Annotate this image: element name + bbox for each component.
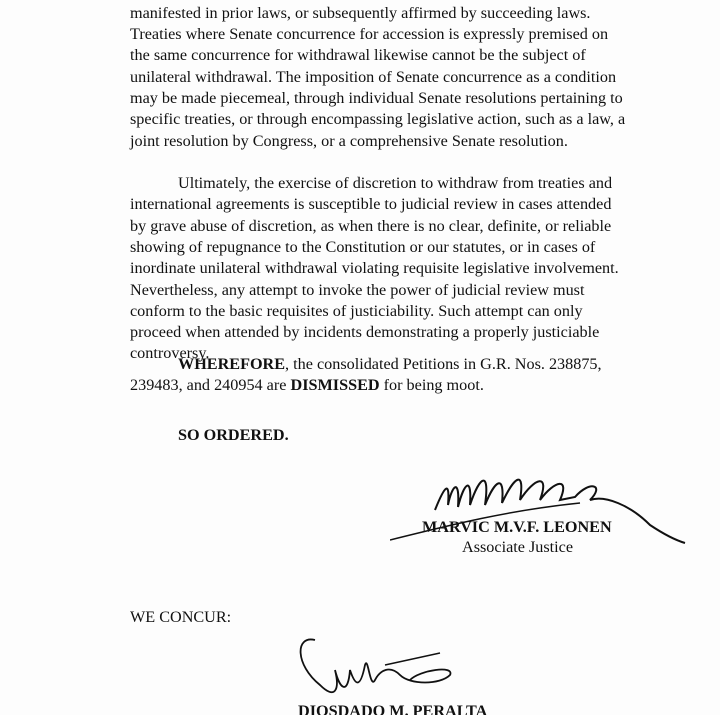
text-line: joint resolution by Congress, or a comprehensive Senate resolution. bbox=[130, 132, 568, 150]
text-line: specific treaties, or through encompassing legislative action, such as a law, a bbox=[130, 110, 626, 128]
text-line: international agreements is susceptible to judicial review in cases attended bbox=[130, 195, 612, 213]
ponente-title: Associate Justice bbox=[462, 538, 574, 556]
text-line: controversy. bbox=[130, 344, 210, 362]
text-line: unilateral withdrawal. The imposition of Senate concurrence as a condition bbox=[130, 68, 617, 86]
ponente-name: MARVIC M.V.F. LEONEN bbox=[422, 518, 612, 536]
text-line: proceed when attended by incidents demonstrating a properly justiciable bbox=[130, 323, 600, 341]
dismissed: DISMISSED bbox=[290, 376, 380, 394]
concurring-justice-name: DIOSDADO M. PERALTA bbox=[298, 702, 488, 715]
we-concur: WE CONCUR: bbox=[130, 608, 232, 626]
text-line: by grave abuse of discretion, as when there is no clear, definite, or reliable bbox=[130, 217, 612, 235]
wherefore: WHEREFORE bbox=[178, 355, 286, 373]
text-line: showing of repugnance to the Constitution or our statutes, or in cases of bbox=[130, 238, 596, 256]
text-line: inordinate unilateral withdrawal violating requisite legislative involvement. bbox=[130, 259, 619, 277]
so-ordered: SO ORDERED. bbox=[178, 426, 289, 444]
text-line: Nevertheless, any attempt to invoke the power of judicial review must bbox=[130, 281, 585, 299]
signature-peralta bbox=[290, 635, 470, 710]
text-line: manifested in prior laws, or subsequently affirmed by succeeding laws. bbox=[130, 4, 591, 22]
text-line: WHEREFORE, the consolidated Petitions in G.R. Nos. 238875, bbox=[178, 355, 602, 373]
text-line: conform to the basic requisites of justiciability. Such attempt can only bbox=[130, 302, 583, 320]
text-line: Ultimately, the exercise of discretion to withdraw from treaties and bbox=[178, 174, 613, 192]
text-line: Treaties where Senate concurrence for accession is expressly premised on bbox=[130, 25, 609, 43]
text-line: the same concurrence for withdrawal likewise cannot be the subject of bbox=[130, 46, 586, 64]
text-line: may be made piecemeal, through individual Senate resolutions pertaining to bbox=[130, 89, 623, 107]
text-line: 239483, and 240954 are DISMISSED for being moot. bbox=[130, 376, 484, 394]
